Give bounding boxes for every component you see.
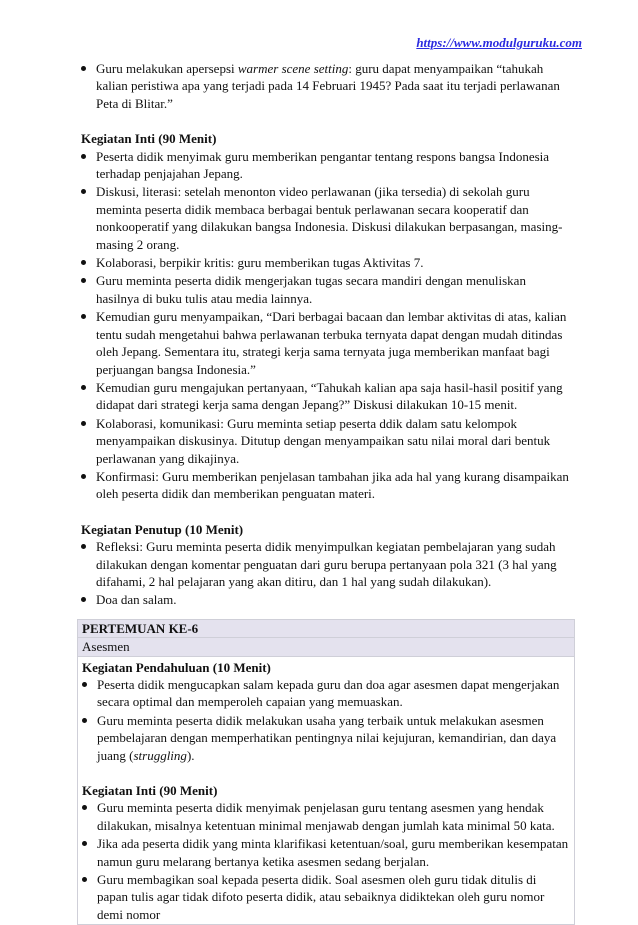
list-item: Peserta didik menyimak guru memberikan pengantar tentang respons bangsa Indonesia terhadap penjajahan Jepang. [81, 148, 571, 183]
list-item: Kolaborasi, berpikir kritis: guru memberikan tugas Aktivitas 7. [81, 254, 571, 271]
list-item: Kolaborasi, komunikasi: Guru meminta setiap peserta ddik dalam satu kelompok menyampaikan diskusinya. Ditutup dengan menyampaikan satu nilai moral dari bentuk perlawanan yang dikajinya. [81, 415, 571, 467]
list-item: Guru meminta peserta didik mengerjakan tugas secara mandiri dengan menuliskan hasilnya di buku tulis atau media lainnya. [81, 272, 571, 307]
section-heading-inti-asesmen: Kegiatan Inti (90 Menit) [82, 783, 218, 799]
pertemuan-subtitle: Asesmen [77, 638, 575, 656]
section-heading-pendahuluan: Kegiatan Pendahuluan (10 Menit) [82, 659, 271, 675]
list-item: Guru membagikan soal kepada peserta didik. Soal asesmen oleh guru tidak ditulis di papan tulis agar tidak difoto peserta didik, atau sebaiknya didiktekan oleh guru nomor demi nomor [82, 871, 570, 923]
list-item: Jika ada peserta didik yang minta klarifikasi ketentuan/soal, guru memberikan kesempatan namun guru melarang bertanya ketika asesmen sedang berjalan. [82, 835, 570, 870]
inti-list [81, 148, 571, 503]
page-content [81, 60, 571, 925]
list-item: Guru meminta peserta didik melakukan usaha yang terbaik untuk melakukan asesmen pembelajaran dengan memperhatikan pentingnya nilai kejujuran, kemandirian, dan daya juang (struggling). [82, 712, 570, 764]
intro-list [81, 60, 571, 112]
list-item: Peserta didik mengucapkan salam kepada guru dan doa agar asesmen dapat mengerjakan secara optimal dan memperoleh capaian yang memuaskan. [82, 676, 570, 711]
pertemuan-table [81, 619, 571, 925]
list-item: Guru meminta peserta didik menyimak penjelasan guru tentang asesmen yang hendak dilakukan, misalnya ketentuan minimal menjawab dengan jumlah kata minimal 50 kata. [82, 799, 570, 834]
pertemuan-title: PERTEMUAN KE-6 [77, 619, 575, 638]
penutup-list [81, 538, 571, 609]
section-heading-penutup: Kegiatan Penutup (10 Menit) [81, 521, 244, 537]
list-item: Konfirmasi: Guru memberikan penjelasan tambahan jika ada hal yang kurang disampaikan oleh peserta didik dan memberikan penguatan materi. [81, 468, 571, 503]
list-item: Diskusi, literasi: setelah menonton video perlawanan (jika tersedia) di sekolah guru meminta peserta didik membaca berbagai bentuk perlawanan secara kooperatif dan nonkooperatif yang dilakukan bangsa Indonesia. Diskusi dilakukan berpasangan, masing-masing 2 orang. [81, 183, 571, 253]
section-heading-inti: Kegiatan Inti (90 Menit) [81, 131, 217, 147]
pertemuan-body [77, 657, 575, 925]
list-item: Doa dan salam. [81, 591, 571, 608]
list-item: Kemudian guru menyampaikan, “Dari berbagai bacaan dan lembar aktivitas di atas, kalian tentu sudah mengetahui bahwa perlawanan terbuka ternyata dapat dengan mudah ditindas oleh Jepang. Sementara itu, strategi kerja sama ternyata juga memberikan manfaat bagi perjuangan bangsa Indonesia.” [81, 308, 571, 378]
inti-asesmen-list [82, 799, 570, 923]
list-item: Kemudian guru mengajukan pertanyaan, “Tahukah kalian apa saja hasil-hasil positif yang didapat dari strategi kerja sama dengan Jepang?” Diskusi dilakukan 10-15 menit. [81, 379, 571, 414]
list-item: Refleksi: Guru meminta peserta didik menyimpulkan kegiatan pembelajaran yang sudah dilakukan dengan komentar penguatan dari guru berupa pertanyaan pola 321 (3 hal yang difahami, 2 hal pelajaran yang akan ditiru, dan 1 hal yang sudah dilakukan). [81, 538, 571, 590]
pendahuluan-list [82, 676, 570, 764]
list-item: Guru melakukan apersepsi warmer scene setting: guru dapat menyampaikan “tahukah kalian peristiwa apa yang terjadi pada 14 Februari 1945? Pada saat itu terjadi perlawanan Peta di Blitar.” [81, 60, 571, 112]
header-url-link[interactable]: https://www.modulguruku.com [416, 35, 582, 50]
